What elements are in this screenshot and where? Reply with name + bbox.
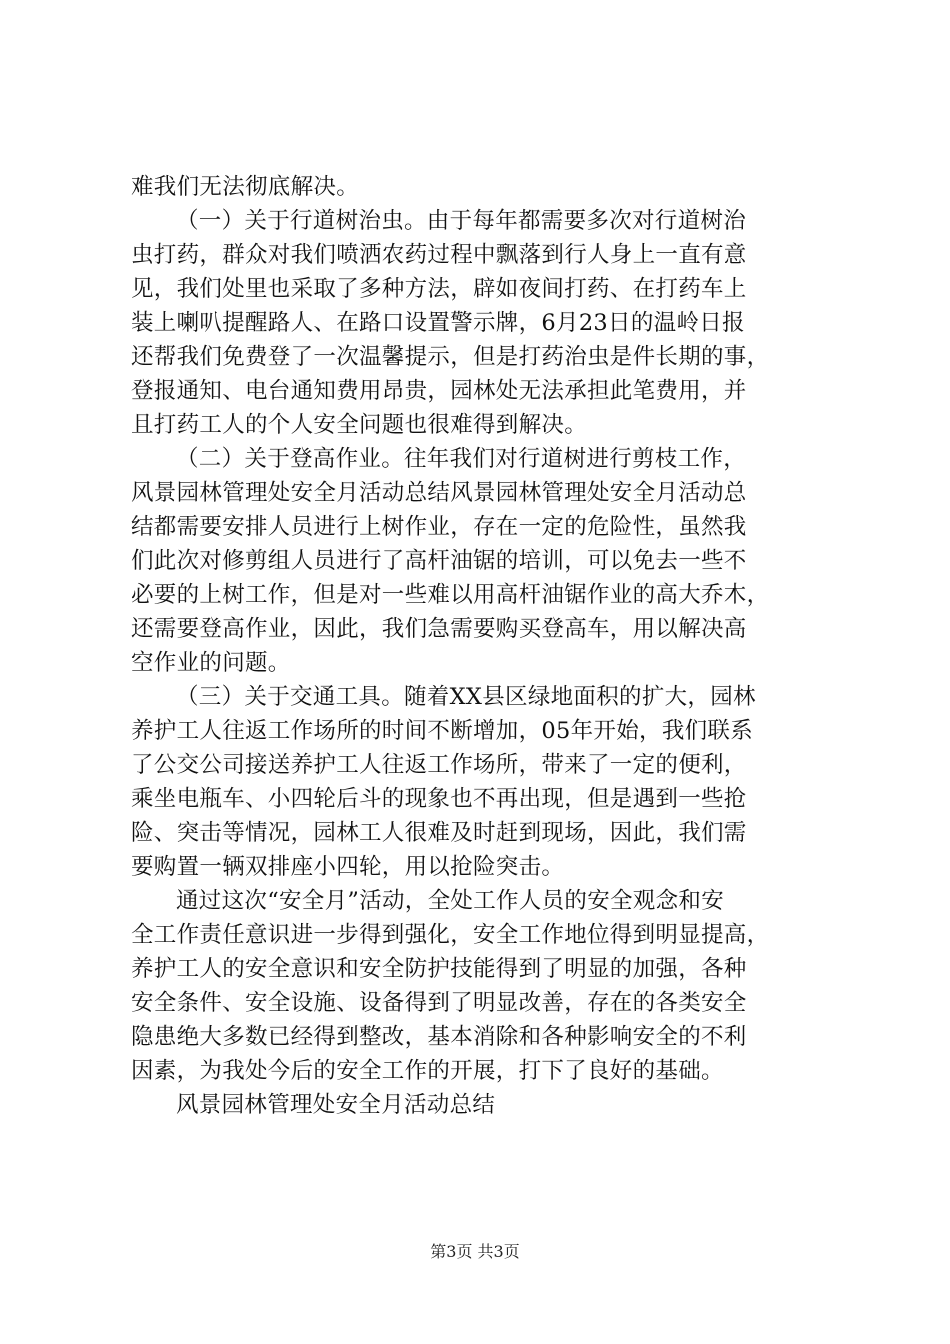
text-line: 还帮我们免费登了一次温馨提示，但是打药治虫是件长期的事，	[131, 344, 770, 370]
text-line: 难我们无法彻底解决。	[131, 174, 360, 200]
text-line: 装上喇叭提醒路人、在路口设置警示牌，6月23日的温岭日报	[131, 310, 745, 336]
text-line: 结都需要安排人员进行上树作业，存在一定的危险性，虽然我	[131, 514, 747, 540]
text-line: 虫打药，群众对我们喷洒农药过程中飘落到行人身上一直有意	[131, 242, 747, 268]
text-line: 风景园林管理处安全月活动总结风景园林管理处安全月活动总	[131, 480, 747, 506]
document-body	[131, 170, 851, 1122]
text-line: 安全条件、安全设施、设备得到了明显改善，存在的各类安全	[131, 990, 747, 1016]
text-line: 还需要登高作业，因此，我们急需要购买登高车，用以解决高	[131, 616, 747, 642]
page-number-label: 第3页 共3页	[430, 1242, 520, 1261]
text-line: （一）关于行道树治虫。由于每年都需要多次对行道树治	[176, 208, 747, 234]
text-line: 养护工人的安全意识和安全防护技能得到了明显的加强，各种	[131, 956, 747, 982]
text-line: 隐患绝大多数已经得到整改，基本消除和各种影响安全的不利	[131, 1024, 747, 1050]
text-line: （三）关于交通工具。随着XX县区绿地面积的扩大，园林	[176, 684, 756, 710]
text-line: 险、突击等情况，园林工人很难及时赶到现场，因此，我们需	[131, 820, 747, 846]
text-line: 乘坐电瓶车、小四轮后斗的现象也不再出现，但是遇到一些抢	[131, 786, 747, 812]
text-line: 空作业的问题。	[131, 650, 291, 676]
text-line: 见，我们处里也采取了多种方法，辟如夜间打药、在打药车上	[131, 276, 747, 302]
text-line: 全工作责任意识进一步得到强化，安全工作地位得到明显提高，	[131, 922, 770, 948]
text-line: 养护工人往返工作场所的时间不断增加，05年开始，我们联系	[131, 718, 754, 744]
text-line: 因素，为我处今后的安全工作的开展，打下了良好的基础。	[131, 1058, 724, 1084]
text-line: 们此次对修剪组人员进行了高杆油锯的培训，可以免去一些不	[131, 548, 747, 574]
text-line: 风景园林管理处安全月活动总结	[176, 1092, 496, 1118]
text-line: （二）关于登高作业。往年我们对行道树进行剪枝工作，	[176, 446, 747, 472]
text-line: 要购置一辆双排座小四轮，用以抢险突击。	[131, 854, 565, 880]
text-line: 必要的上树工作，但是对一些难以用高杆油锯作业的高大乔木，	[131, 582, 770, 608]
page-footer	[0, 1242, 950, 1262]
text-line: 且打药工人的个人安全问题也很难得到解决。	[131, 412, 588, 438]
text-line: 了公交公司接送养护工人往返工作场所，带来了一定的便利，	[131, 752, 747, 778]
text-line: 通过这次“安全月”活动，全处工作人员的安全观念和安	[176, 888, 725, 914]
text-line: 登报通知、电台通知费用昂贵，园林处无法承担此笔费用，并	[131, 378, 747, 404]
